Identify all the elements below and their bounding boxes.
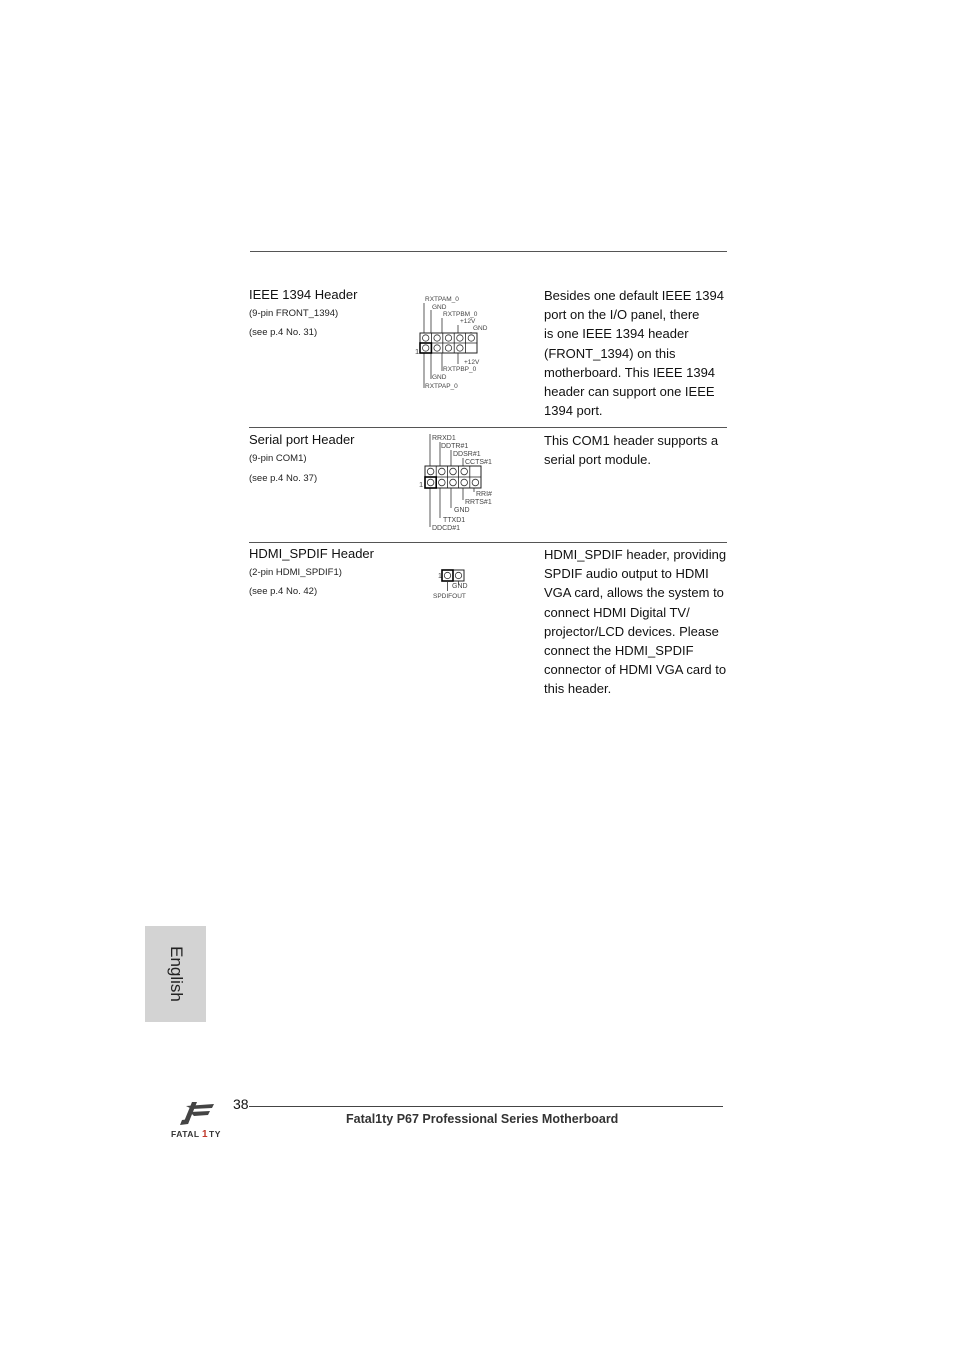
desc-line: SPDIF audio output to HDMI (544, 566, 709, 582)
pin-label: RRTS#1 (465, 499, 492, 506)
ieee1394-pin-diagram (410, 290, 500, 395)
pin-label: CCTS#1 (465, 459, 492, 466)
pin-label: RXTPBM_0 (443, 311, 478, 318)
desc-line: Besides one default IEEE 1394 (544, 288, 724, 303)
pin-label: TTXD1 (443, 517, 466, 524)
pin-label: SPDIFOUT (433, 593, 466, 600)
section-pin-info: (9-pin COM1) (249, 453, 307, 464)
section-reference: (see p.4 No. 37) (249, 473, 318, 484)
desc-line: connector of HDMI VGA card to (544, 662, 727, 678)
section-description (544, 545, 730, 699)
footer-rule (249, 1106, 723, 1107)
pin-label: RRI# (476, 491, 492, 498)
fatal1ty-logo (168, 1100, 230, 1142)
desc-line: VGA card, allows the system to (544, 585, 724, 601)
top-rule (250, 251, 727, 252)
pin-label: RXTPAP_0 (425, 383, 458, 390)
pin-label: DDCD#1 (432, 525, 461, 532)
pin-label: DDTR#1 (441, 443, 469, 450)
logo-text: FATAL (171, 1129, 200, 1139)
desc-line: HDMI_SPDIF header, providing (544, 547, 727, 562)
page-number: 38 (233, 1096, 249, 1112)
pin-label: RRXD1 (432, 435, 456, 442)
desc-line: connect the HDMI_SPDIF (544, 643, 694, 659)
spdif-pin-diagram (428, 565, 478, 603)
desc-line: 1394 port. (544, 403, 603, 419)
pin-label: +12V (464, 359, 480, 366)
pin-label: +12V (460, 318, 476, 325)
section-pin-info: (9-pin FRONT_1394) (249, 308, 339, 319)
pin-label: GND (473, 325, 488, 332)
section-description (544, 431, 730, 469)
desc-line: this header. (544, 681, 612, 697)
pin-label: GND (452, 583, 468, 590)
section-reference: (see p.4 No. 42) (249, 586, 318, 597)
pin-label: GND (454, 507, 470, 514)
pin-label: DDSR#1 (453, 451, 481, 458)
desc-line: connect HDMI Digital TV/ (544, 604, 690, 620)
pin-label: RXTPBP_0 (443, 366, 477, 373)
desc-line: serial port module. (544, 452, 651, 468)
desc-line: header can support one IEEE (544, 384, 715, 400)
section-reference: (see p.4 No. 31) (249, 327, 318, 338)
desc-line: is one IEEE 1394 header (544, 326, 689, 342)
pin-label: GND (432, 374, 447, 381)
desc-line: projector/LCD devices. Please (544, 623, 719, 639)
section-pin-info: (2-pin HDMI_SPDIF1) (249, 567, 342, 578)
section-title: IEEE 1394 Header (249, 287, 358, 302)
desc-line: motherboard. This IEEE 1394 (544, 364, 716, 380)
logo-text-end: TY (209, 1129, 221, 1139)
logo-text-one: 1 (202, 1129, 208, 1140)
section-title: Serial port Header (249, 432, 355, 447)
section-description (544, 286, 730, 420)
pin-one-marker: 1 (419, 480, 424, 489)
pin-one-marker: 1 (438, 573, 442, 580)
pin-label: RXTPAM_0 (425, 296, 459, 303)
pin-one-marker: 1 (415, 347, 420, 356)
desc-line: (FRONT_1394) on this (544, 345, 676, 361)
desc-line: This COM1 header supports a (544, 433, 719, 448)
footer-title: Fatal1ty P67 Professional Series Motherboard (346, 1112, 619, 1126)
language-label: English (166, 946, 186, 1002)
language-side-tab (145, 926, 206, 1022)
pin-label: GND (432, 304, 447, 311)
section-divider (249, 542, 727, 543)
com1-pin-diagram (414, 430, 509, 538)
desc-line: port on the I/O panel, there (544, 307, 700, 323)
section-divider (249, 427, 727, 428)
section-title: HDMI_SPDIF Header (249, 546, 374, 561)
